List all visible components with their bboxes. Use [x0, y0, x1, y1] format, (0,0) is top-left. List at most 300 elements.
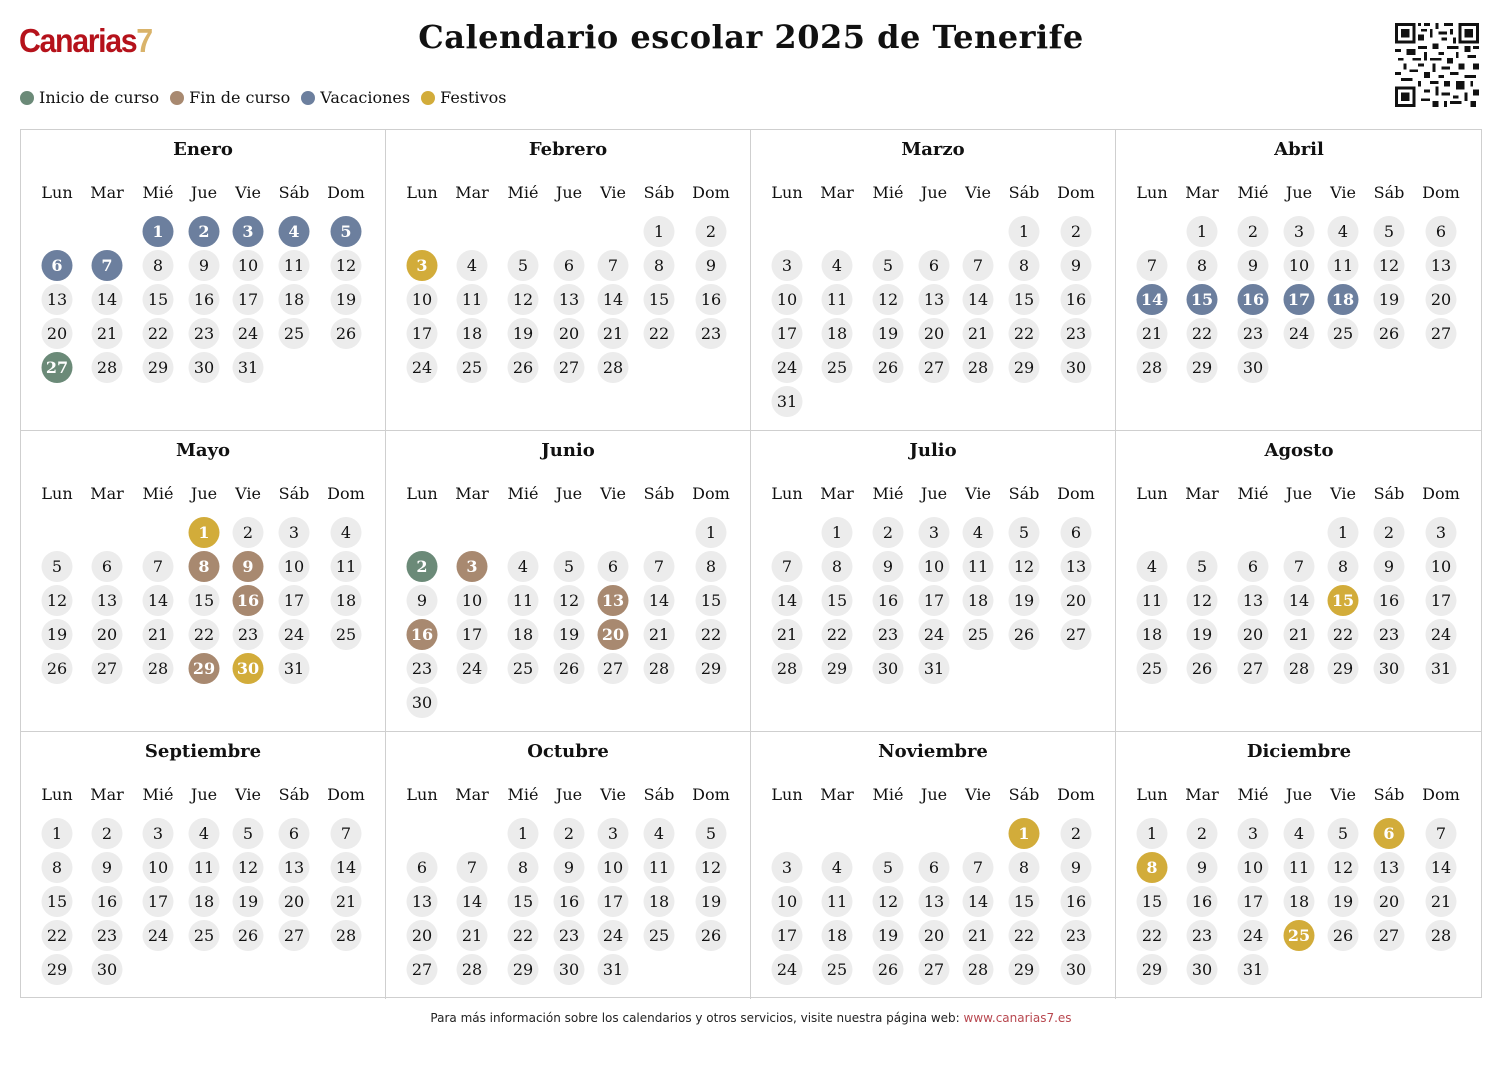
day-cell: 22	[508, 920, 539, 951]
day-cell: 10	[1284, 250, 1315, 281]
month-diciembre	[1116, 732, 1482, 999]
day-cell: 9	[1374, 551, 1405, 582]
day-cell: 18	[822, 318, 853, 349]
day-cell: 23	[1238, 318, 1269, 349]
day-cell: 15	[1009, 284, 1040, 315]
weekday-header: Sáb	[1008, 183, 1040, 202]
day-cell: 30	[1061, 352, 1092, 383]
day-cell: 1	[1009, 216, 1040, 247]
day-cell: 27	[598, 653, 629, 684]
day-cell: 3	[279, 517, 310, 548]
day-cell: 3	[1284, 216, 1315, 247]
day-cell-festivos: 6	[1374, 818, 1405, 849]
day-cell-festivos: 15	[1328, 585, 1359, 616]
day-cell: 10	[407, 284, 438, 315]
day-cell: 18	[963, 585, 994, 616]
day-cell: 24	[919, 619, 950, 650]
month-abril	[1116, 130, 1482, 431]
legend-festivos	[421, 88, 506, 107]
day-cell: 27	[919, 352, 950, 383]
day-cell: 30	[1238, 352, 1269, 383]
day-cell: 4	[1284, 818, 1315, 849]
day-cell: 14	[644, 585, 675, 616]
day-cell: 13	[1061, 551, 1092, 582]
day-cell: 19	[233, 886, 264, 917]
day-cell: 8	[1009, 250, 1040, 281]
weekday-header: Lun	[1136, 785, 1168, 804]
weekday-header: Dom	[692, 484, 730, 503]
month-marzo	[751, 130, 1116, 431]
weekday-header: Mar	[1185, 785, 1219, 804]
day-cell: 7	[644, 551, 675, 582]
day-cell: 4	[457, 250, 488, 281]
day-cell-fin: 3	[457, 551, 488, 582]
day-cell: 17	[233, 284, 264, 315]
day-cell: 7	[1426, 818, 1457, 849]
day-cell: 11	[189, 852, 220, 883]
day-cell: 15	[508, 886, 539, 917]
day-cell: 21	[963, 318, 994, 349]
day-cell-inicio: 2	[407, 551, 438, 582]
day-cell: 20	[554, 318, 585, 349]
day-cell: 30	[407, 687, 438, 718]
day-cell: 12	[1009, 551, 1040, 582]
day-cell: 18	[822, 920, 853, 951]
day-cell: 17	[143, 886, 174, 917]
day-cell: 9	[696, 250, 727, 281]
day-cell: 3	[598, 818, 629, 849]
day-cell: 26	[873, 352, 904, 383]
day-cell: 15	[1137, 886, 1168, 917]
weekday-header: Mié	[507, 785, 539, 804]
legend	[20, 88, 517, 107]
day-cell: 23	[554, 920, 585, 951]
day-cell: 12	[331, 250, 362, 281]
day-cell: 11	[822, 886, 853, 917]
day-cell: 21	[1137, 318, 1168, 349]
day-cell: 23	[407, 653, 438, 684]
day-cell: 17	[1426, 585, 1457, 616]
day-cell: 2	[233, 517, 264, 548]
day-cell: 15	[42, 886, 73, 917]
day-cell-vacaciones: 18	[1328, 284, 1359, 315]
day-cell-festivos: 1	[189, 517, 220, 548]
month-title: Agosto	[1264, 440, 1334, 461]
day-cell: 26	[1328, 920, 1359, 951]
day-cell: 9	[1061, 250, 1092, 281]
day-cell: 26	[554, 653, 585, 684]
weekday-header: Dom	[1422, 183, 1460, 202]
day-cell: 9	[1187, 852, 1218, 883]
day-cell: 16	[189, 284, 220, 315]
weekday-header: Vie	[600, 484, 626, 503]
day-cell: 7	[331, 818, 362, 849]
day-cell: 19	[508, 318, 539, 349]
weekday-header: Sáb	[1008, 785, 1040, 804]
day-cell: 10	[772, 284, 803, 315]
day-cell: 26	[331, 318, 362, 349]
day-cell: 11	[508, 585, 539, 616]
logo-seven: 7	[136, 22, 152, 59]
day-cell: 13	[1426, 250, 1457, 281]
day-cell: 16	[1061, 284, 1092, 315]
day-cell: 21	[963, 920, 994, 951]
day-cell: 18	[508, 619, 539, 650]
day-cell: 20	[92, 619, 123, 650]
day-cell: 9	[189, 250, 220, 281]
day-cell-vacaciones: 6	[42, 250, 73, 281]
day-cell: 15	[696, 585, 727, 616]
day-cell: 28	[963, 954, 994, 985]
weekday-header: Sáb	[643, 183, 675, 202]
day-cell: 21	[1426, 886, 1457, 917]
day-cell: 26	[233, 920, 264, 951]
weekday-header: Mié	[1237, 484, 1269, 503]
day-cell: 9	[407, 585, 438, 616]
day-cell: 4	[963, 517, 994, 548]
weekday-header: Dom	[1422, 484, 1460, 503]
weekday-header: Dom	[1057, 484, 1095, 503]
day-cell-inicio: 27	[42, 352, 73, 383]
day-cell: 7	[772, 551, 803, 582]
day-cell: 30	[873, 653, 904, 684]
day-cell: 23	[1061, 318, 1092, 349]
day-cell: 12	[554, 585, 585, 616]
day-cell: 12	[873, 886, 904, 917]
day-cell-festivos: 25	[1284, 920, 1315, 951]
weekday-header: Jue	[1285, 484, 1313, 503]
day-cell: 23	[233, 619, 264, 650]
day-cell-fin: 16	[407, 619, 438, 650]
day-cell-fin: 13	[598, 585, 629, 616]
day-cell: 15	[189, 585, 220, 616]
month-title: Abril	[1274, 139, 1324, 160]
day-cell: 5	[1328, 818, 1359, 849]
day-cell: 4	[1328, 216, 1359, 247]
weekday-header: Mié	[142, 785, 174, 804]
weekday-header: Dom	[1057, 183, 1095, 202]
day-cell: 25	[331, 619, 362, 650]
day-cell-fin: 16	[233, 585, 264, 616]
day-cell: 10	[598, 852, 629, 883]
logo-text: Canarias	[19, 22, 137, 59]
day-cell: 25	[508, 653, 539, 684]
weekday-header: Dom	[1057, 785, 1095, 804]
weekday-header: Lun	[41, 183, 73, 202]
month-title: Septiembre	[144, 741, 262, 762]
month-enero	[21, 130, 386, 431]
day-cell: 23	[189, 318, 220, 349]
day-cell: 12	[1328, 852, 1359, 883]
day-cell: 5	[42, 551, 73, 582]
day-cell: 30	[189, 352, 220, 383]
weekday-header: Vie	[235, 183, 261, 202]
day-cell: 4	[189, 818, 220, 849]
weekday-header: Sáb	[643, 785, 675, 804]
day-cell: 1	[1328, 517, 1359, 548]
day-cell: 20	[1061, 585, 1092, 616]
day-cell: 22	[1328, 619, 1359, 650]
day-cell: 16	[873, 585, 904, 616]
day-cell: 4	[644, 818, 675, 849]
day-cell: 7	[1137, 250, 1168, 281]
month-title: Febrero	[528, 139, 608, 160]
day-cell: 31	[772, 386, 803, 417]
weekday-header: Jue	[920, 785, 948, 804]
day-cell: 13	[919, 284, 950, 315]
day-cell: 14	[598, 284, 629, 315]
day-cell: 5	[554, 551, 585, 582]
weekday-header: Sáb	[1373, 785, 1405, 804]
day-cell: 5	[696, 818, 727, 849]
day-cell: 26	[42, 653, 73, 684]
day-cell: 29	[1187, 352, 1218, 383]
day-cell: 20	[407, 920, 438, 951]
weekday-header: Dom	[327, 785, 365, 804]
weekday-header: Mié	[872, 785, 904, 804]
day-cell: 22	[1009, 318, 1040, 349]
weekday-header: Jue	[555, 785, 583, 804]
legend-inicio	[20, 88, 159, 107]
day-cell: 31	[233, 352, 264, 383]
weekday-header: Vie	[1330, 183, 1356, 202]
day-cell-festivos: 30	[233, 653, 264, 684]
footer	[0, 1011, 1502, 1025]
day-cell: 5	[873, 852, 904, 883]
day-cell: 15	[822, 585, 853, 616]
day-cell: 12	[42, 585, 73, 616]
day-cell-fin: 29	[189, 653, 220, 684]
weekday-header: Jue	[1285, 183, 1313, 202]
day-cell: 13	[919, 886, 950, 917]
day-cell: 13	[1238, 585, 1269, 616]
weekday-header: Mar	[455, 484, 489, 503]
day-cell: 15	[143, 284, 174, 315]
day-cell: 27	[407, 954, 438, 985]
day-cell: 8	[1009, 852, 1040, 883]
day-cell: 20	[279, 886, 310, 917]
day-cell: 6	[1238, 551, 1269, 582]
day-cell: 29	[1009, 954, 1040, 985]
day-cell: 28	[457, 954, 488, 985]
day-cell-vacaciones: 16	[1238, 284, 1269, 315]
day-cell: 5	[1009, 517, 1040, 548]
weekday-header: Mié	[142, 183, 174, 202]
day-cell: 24	[1284, 318, 1315, 349]
day-cell: 28	[772, 653, 803, 684]
day-cell: 16	[696, 284, 727, 315]
month-title: Noviembre	[878, 741, 988, 762]
day-cell: 3	[919, 517, 950, 548]
weekday-header: Dom	[327, 484, 365, 503]
day-cell: 24	[1426, 619, 1457, 650]
day-cell: 11	[963, 551, 994, 582]
weekday-header: Mar	[1185, 183, 1219, 202]
day-cell: 25	[822, 352, 853, 383]
day-cell: 12	[233, 852, 264, 883]
day-cell: 6	[554, 250, 585, 281]
day-cell: 17	[919, 585, 950, 616]
day-cell: 29	[508, 954, 539, 985]
month-title: Octubre	[527, 741, 609, 762]
day-cell: 19	[873, 920, 904, 951]
day-cell-vacaciones: 2	[189, 216, 220, 247]
day-cell: 6	[1061, 517, 1092, 548]
day-cell: 1	[644, 216, 675, 247]
day-cell: 29	[42, 954, 73, 985]
day-cell: 14	[331, 852, 362, 883]
day-cell: 16	[1061, 886, 1092, 917]
day-cell: 27	[279, 920, 310, 951]
day-cell: 16	[1187, 886, 1218, 917]
day-cell: 14	[457, 886, 488, 917]
day-cell: 10	[1426, 551, 1457, 582]
day-cell: 26	[508, 352, 539, 383]
day-cell: 31	[279, 653, 310, 684]
day-cell: 13	[279, 852, 310, 883]
weekday-header: Vie	[600, 785, 626, 804]
day-cell: 4	[822, 250, 853, 281]
weekday-header: Mar	[1185, 484, 1219, 503]
month-title: Diciembre	[1246, 741, 1352, 762]
day-cell: 24	[279, 619, 310, 650]
day-cell: 10	[233, 250, 264, 281]
weekday-header: Vie	[235, 484, 261, 503]
day-cell: 27	[92, 653, 123, 684]
website-link[interactable]: www.canarias7.es	[963, 1011, 1072, 1025]
day-cell: 8	[644, 250, 675, 281]
day-cell: 3	[1426, 517, 1457, 548]
day-cell: 22	[822, 619, 853, 650]
day-cell: 26	[696, 920, 727, 951]
day-cell: 22	[1187, 318, 1218, 349]
day-cell: 28	[1284, 653, 1315, 684]
day-cell: 7	[598, 250, 629, 281]
month-agosto	[1116, 431, 1482, 732]
weekday-header: Mié	[142, 484, 174, 503]
weekday-header: Dom	[692, 785, 730, 804]
weekday-header: Mié	[872, 183, 904, 202]
day-cell: 11	[1284, 852, 1315, 883]
day-cell: 9	[92, 852, 123, 883]
day-cell: 18	[189, 886, 220, 917]
calendar-grid	[20, 129, 1482, 998]
day-cell: 4	[331, 517, 362, 548]
day-cell: 11	[331, 551, 362, 582]
day-cell: 30	[1187, 954, 1218, 985]
day-cell: 24	[407, 352, 438, 383]
day-cell: 13	[407, 886, 438, 917]
weekday-header: Jue	[555, 484, 583, 503]
day-cell: 13	[554, 284, 585, 315]
day-cell: 6	[919, 250, 950, 281]
weekday-header: Dom	[1422, 785, 1460, 804]
month-octubre	[386, 732, 751, 999]
day-cell: 24	[457, 653, 488, 684]
day-cell: 25	[822, 954, 853, 985]
day-cell: 13	[42, 284, 73, 315]
day-cell: 10	[143, 852, 174, 883]
day-cell: 18	[279, 284, 310, 315]
day-cell: 12	[696, 852, 727, 883]
day-cell: 14	[1426, 852, 1457, 883]
day-cell-vacaciones: 15	[1187, 284, 1218, 315]
day-cell: 31	[919, 653, 950, 684]
day-cell: 6	[919, 852, 950, 883]
day-cell: 2	[696, 216, 727, 247]
month-noviembre	[751, 732, 1116, 999]
month-title: Julio	[909, 440, 957, 461]
weekday-header: Sáb	[278, 785, 310, 804]
month-junio	[386, 431, 751, 732]
weekday-header: Vie	[1330, 484, 1356, 503]
day-cell: 16	[92, 886, 123, 917]
day-cell: 25	[963, 619, 994, 650]
weekday-header: Jue	[555, 183, 583, 202]
day-cell: 28	[963, 352, 994, 383]
day-cell: 2	[1374, 517, 1405, 548]
day-cell: 11	[1328, 250, 1359, 281]
day-cell: 17	[1238, 886, 1269, 917]
day-cell: 21	[1284, 619, 1315, 650]
day-cell: 29	[1009, 352, 1040, 383]
weekday-header: Vie	[965, 183, 991, 202]
day-cell: 6	[598, 551, 629, 582]
day-cell: 17	[598, 886, 629, 917]
day-cell-vacaciones: 7	[92, 250, 123, 281]
day-cell: 28	[1137, 352, 1168, 383]
day-cell: 22	[1009, 920, 1040, 951]
day-cell: 23	[696, 318, 727, 349]
inicio-dot-icon	[20, 91, 34, 105]
day-cell-fin: 9	[233, 551, 264, 582]
day-cell: 1	[508, 818, 539, 849]
day-cell: 9	[1061, 852, 1092, 883]
day-cell: 30	[554, 954, 585, 985]
day-cell: 18	[1137, 619, 1168, 650]
day-cell: 25	[457, 352, 488, 383]
month-title: Junio	[541, 440, 595, 461]
day-cell: 23	[873, 619, 904, 650]
day-cell-fin: 20	[598, 619, 629, 650]
day-cell: 5	[1374, 216, 1405, 247]
day-cell: 30	[1374, 653, 1405, 684]
weekday-header: Mié	[1237, 183, 1269, 202]
day-cell: 18	[644, 886, 675, 917]
day-cell: 2	[873, 517, 904, 548]
weekday-header: Vie	[1330, 785, 1356, 804]
day-cell: 21	[598, 318, 629, 349]
day-cell: 29	[696, 653, 727, 684]
day-cell: 5	[508, 250, 539, 281]
day-cell: 2	[1187, 818, 1218, 849]
day-cell: 14	[963, 284, 994, 315]
day-cell: 21	[772, 619, 803, 650]
day-cell-vacaciones: 1	[143, 216, 174, 247]
weekday-header: Lun	[771, 785, 803, 804]
day-cell: 18	[1284, 886, 1315, 917]
day-cell: 26	[1374, 318, 1405, 349]
day-cell-vacaciones: 4	[279, 216, 310, 247]
day-cell: 28	[331, 920, 362, 951]
day-cell-vacaciones: 3	[233, 216, 264, 247]
day-cell: 20	[1374, 886, 1405, 917]
weekday-header: Mié	[507, 484, 539, 503]
day-cell: 7	[963, 250, 994, 281]
day-cell: 27	[1238, 653, 1269, 684]
day-cell: 2	[554, 818, 585, 849]
legend-label: Festivos	[440, 88, 507, 107]
